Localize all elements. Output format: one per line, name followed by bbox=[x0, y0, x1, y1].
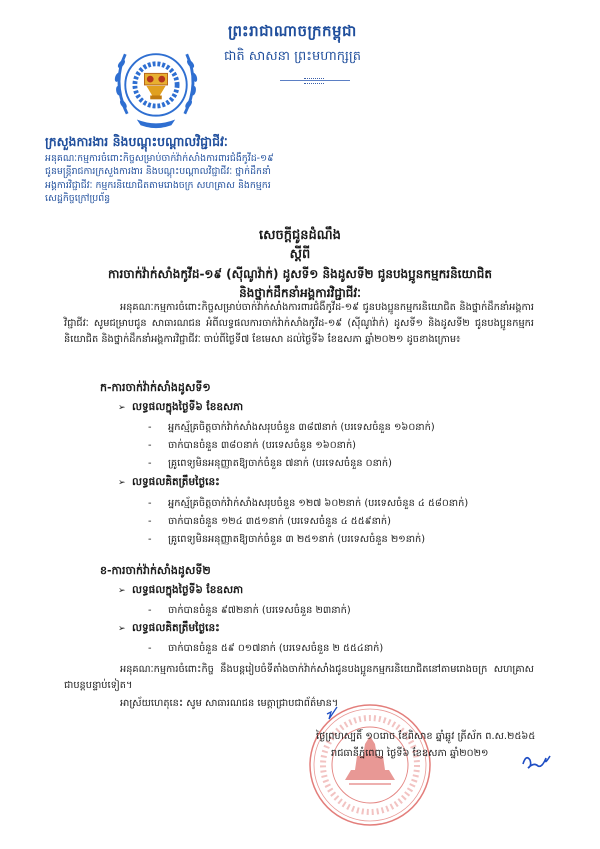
closing-request: អាស្រ័យហេតុនេះ សូម សាធារណជន មេត្តាជ្រាបជាព័ត៌មាន។ bbox=[120, 698, 339, 709]
section-heading-dose1: ក-ការចាក់វ៉ាក់សាំងដូសទី១ bbox=[100, 381, 211, 394]
dash-bullet-icon: - bbox=[148, 498, 152, 509]
notice-subject-cont: និងថ្នាក់ដឹកនាំអង្គការវិជ្ជាជីវៈ bbox=[239, 286, 361, 300]
reference-line: អនុគណៈកម្មការចំពោះកិច្ចសម្រាប់ចាក់វ៉ាក់សាំងការពារជំងឺកូវីដ-១៩ bbox=[45, 153, 274, 164]
arrow-bullet-icon: ➢ bbox=[118, 478, 126, 488]
reference-line: ជូនមន្ត្រីរាជការក្រសួងការងារ និងបណ្តុះបណ្តាលវិជ្ជាជីវៈ ថ្នាក់ដឹកនាំ bbox=[45, 166, 271, 178]
notice-title: សេចក្តីជូនដំណឹង bbox=[259, 228, 341, 243]
dash-bullet-icon: - bbox=[148, 516, 152, 527]
group-label: ➢ លទ្ធផលក្នុងថ្ងៃទី៦ ខែឧសភា bbox=[118, 401, 244, 413]
initial-mark-icon bbox=[326, 706, 338, 720]
ministry-name: ក្រសួងការងារ និងបណ្តុះបណ្តាលវិជ្ជាជីវៈ bbox=[45, 134, 228, 149]
arrow-bullet-icon: ➢ bbox=[118, 586, 126, 596]
list-item: - ចាក់បានចំនួន ៣៨០នាក់ (បរទេសចំនួន ១៦០នាក់) bbox=[148, 440, 357, 451]
dash-bullet-icon: - bbox=[148, 605, 152, 616]
notice-about: ស្តីពី bbox=[289, 247, 311, 262]
signature-icon bbox=[520, 752, 554, 772]
issuer-reference bbox=[45, 152, 325, 206]
dash-bullet-icon: - bbox=[148, 458, 152, 469]
group-label: ➢ លទ្ធផលគិតត្រឹមថ្ងៃនេះ bbox=[118, 622, 220, 634]
list-item: - ចាក់បានចំនួន ៥៩ ០១៧នាក់ (បរទេសចំនួន ២ ៥៥៤នាក់) bbox=[148, 643, 384, 654]
reference-line: អង្គការវិជ្ជាជីវៈ កម្មករនិយោជិតតាមរោងចក្រ សហគ្រាស និងកម្មករ bbox=[45, 179, 271, 191]
list-item: - អ្នកស្ម័គ្រចិត្តចាក់វ៉ាក់សាំងសរុបចំនួន ១២៧ ៦០២នាក់ (បរទេសចំនួន ៤ ៥៨០នាក់) bbox=[148, 498, 469, 509]
intro-paragraph bbox=[64, 300, 534, 348]
reference-line: សេដ្ឋកិច្ចក្រៅប្រព័ន្ធ bbox=[45, 193, 111, 205]
dash-bullet-icon: - bbox=[148, 643, 152, 654]
list-item: - ចាក់បានចំនួន ១២៤ ៣៥១នាក់ (បរទេសចំនួន ៤ ៥៥៩នាក់) bbox=[148, 516, 391, 527]
arrow-bullet-icon: ➢ bbox=[118, 624, 126, 634]
ministry-logo-icon bbox=[108, 35, 204, 131]
ornament-divider bbox=[280, 80, 350, 81]
arrow-bullet-icon: ➢ bbox=[118, 403, 126, 413]
dash-bullet-icon: - bbox=[148, 534, 152, 545]
group-label: ➢ លទ្ធផលគិតត្រឹមថ្ងៃនេះ bbox=[118, 476, 220, 488]
national-motto: ជាតិ សាសនា ព្រះមហាក្សត្រ bbox=[224, 49, 361, 64]
section-heading-dose2: ខ-ការចាក់វ៉ាក់សាំងដូសទី២ bbox=[100, 564, 211, 577]
dash-bullet-icon: - bbox=[148, 422, 152, 433]
list-item: - គ្រូពេទ្យមិនអនុញ្ញាតឱ្យចាក់ចំនួន ៣ ២៥១នាក់ (បរទេសចំនួន ២១នាក់) bbox=[148, 534, 426, 545]
dash-bullet-icon: - bbox=[148, 440, 152, 451]
list-item: - អ្នកស្ម័គ្រចិត្តចាក់វ៉ាក់សាំងសរុបចំនួន ៣៨៧នាក់ (បរទេសចំនួន ១៦០នាក់) bbox=[148, 422, 435, 433]
official-seal-icon bbox=[305, 700, 435, 830]
group-label: ➢ លទ្ធផលក្នុងថ្ងៃទី៦ ខែឧសភា bbox=[118, 584, 244, 596]
solar-date: រាជធានីភ្នំពេញ ថ្ងៃទី៦ ខែឧសភា ឆ្នាំ២០២១ bbox=[331, 748, 489, 759]
kingdom-heading: ព្រះរាជាណាចក្រកម្ពុជា bbox=[228, 22, 357, 40]
lunar-date: ថ្ងៃព្រហស្បតិ៍ ១០រោច ខែពិសាខ ឆ្នាំឆ្លូវ ត្រីស័ក ព.ស.២៥៦៥ bbox=[316, 731, 536, 742]
list-item: - ចាក់បានចំនួន ៩៧២នាក់ (បរទេសចំនួន ២៣នាក់) bbox=[148, 605, 351, 616]
list-item: - គ្រូពេទ្យមិនអនុញ្ញាតឱ្យចាក់ចំនួន ៧នាក់ (បរទេសចំនួន ០នាក់) bbox=[148, 458, 392, 469]
intro-text: អនុគណៈកម្មការចំពោះកិច្ចសម្រាប់ចាក់វ៉ាក់សាំងការពារជំងឺកូវីដ-១៩ ជូនបងប្អូនកម្មករនិយោជិត និងថ្នាក់ដឹកនាំអង្គការវិជ្ជាជីវៈ សូមជម្រាបជូន សាធារណជន អំពីលទ្ធផលការចាក់វ៉ាក់សាំងកូវីដ-១៩ (ស៊ីណូវ៉ាក់) ដូសទី១ និងដូសទី២ ជូនបងប្អូនកម្មករនិយោជិត និងថ្នាក់ដឹកនាំអង្គការវិជ្ជាជីវៈ ចាប់ពីថ្ងៃទី៧ ខែមេសា ដល់ថ្ងៃទី៦ ខែឧសភា ឆ្នាំ២០២១ ដូចខាងក្រោម៖ bbox=[64, 302, 534, 345]
notice-subject: ការចាក់វ៉ាក់សាំងកូវីដ-១៩ (ស៊ីណូវ៉ាក់) ដូសទី១ និងដូសទី២ ជូនបងប្អូនកម្មករនិយោជិត bbox=[108, 267, 492, 281]
closing-paragraph: អនុគណៈកម្មការចំពោះកិច្ច នឹងបន្តរៀបចំទីតាំងចាក់វ៉ាក់សាំងជូនបងប្អូនកម្មករនិយោជិតនៅតាមរោងចក្រ សហគ្រាស ជាបន្តបន្ទាប់ទៀត។ bbox=[64, 664, 534, 691]
